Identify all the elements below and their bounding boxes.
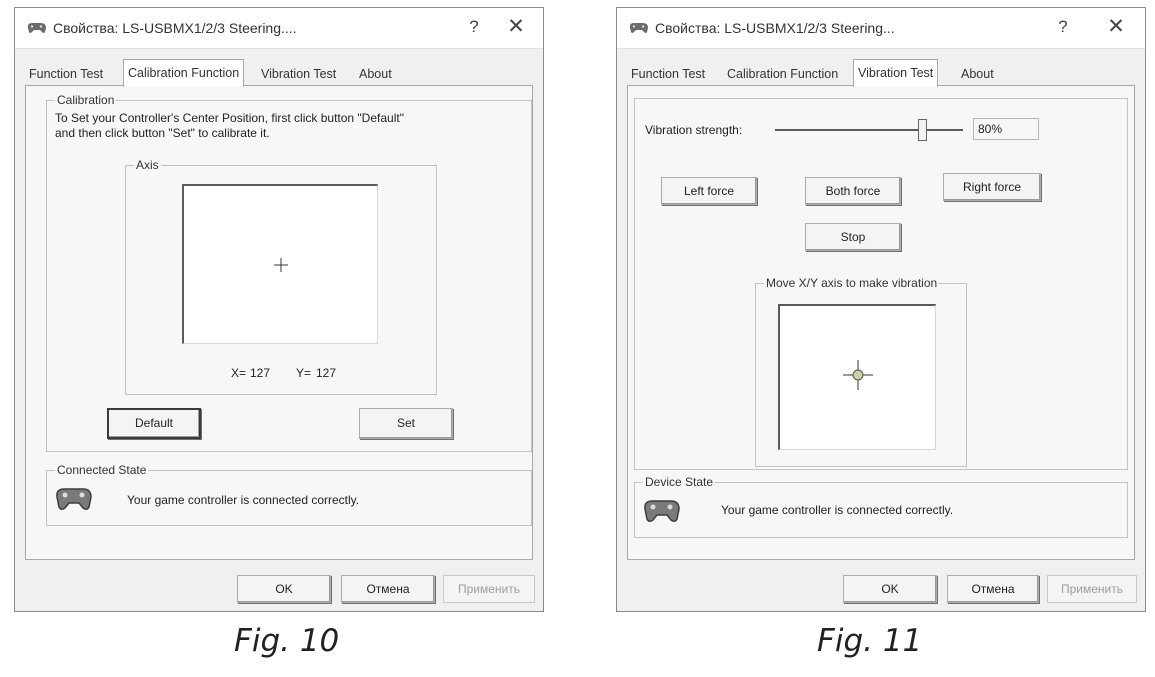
connected-status-text: Your game controller is connected correctly. bbox=[127, 493, 360, 507]
tab-panel bbox=[627, 85, 1135, 560]
tab-about[interactable]: About bbox=[359, 67, 392, 81]
ok-button[interactable]: OK bbox=[843, 575, 937, 603]
vibration-strength-value: 80% bbox=[978, 122, 1003, 136]
close-button[interactable]: ✕ bbox=[507, 15, 525, 38]
gamepad-icon bbox=[53, 483, 95, 515]
vibration-strength-slider[interactable] bbox=[775, 119, 963, 143]
apply-button[interactable]: Применить bbox=[443, 575, 535, 603]
connected-state-label: Connected State bbox=[57, 463, 147, 477]
vibration-strength-label: Vibration strength: bbox=[645, 123, 743, 137]
set-button[interactable]: Set bbox=[359, 408, 453, 439]
axis-group bbox=[125, 158, 437, 395]
axis-display bbox=[778, 304, 936, 450]
stop-button[interactable]: Stop bbox=[805, 223, 901, 251]
ok-button[interactable]: OK bbox=[237, 575, 331, 603]
tab-vibration-test[interactable]: Vibration Test bbox=[261, 67, 337, 81]
gamepad-icon bbox=[641, 495, 683, 527]
left-force-button[interactable]: Left force bbox=[661, 177, 757, 205]
calibration-group bbox=[46, 93, 532, 452]
move-axis-group-label: Move X/Y axis to make vibration bbox=[766, 276, 938, 290]
gamepad-icon bbox=[25, 19, 49, 37]
window-title: Свойства: LS-USBMX1/2/3 Steering.... bbox=[53, 20, 297, 36]
device-state-group bbox=[634, 475, 1128, 538]
calibration-group-label: Calibration bbox=[57, 93, 115, 107]
properties-dialog-vibration bbox=[616, 7, 1146, 612]
default-button[interactable]: Default bbox=[107, 408, 201, 439]
tab-about[interactable]: About bbox=[961, 67, 994, 81]
title-bar bbox=[617, 8, 1145, 49]
vibration-strength-readout bbox=[973, 118, 1039, 140]
y-label: Y= bbox=[296, 366, 312, 380]
both-force-button[interactable]: Both force bbox=[805, 177, 901, 205]
figure-caption-11: Fig. 11 bbox=[817, 623, 923, 659]
window-title: Свойства: LS-USBMX1/2/3 Steering... bbox=[655, 20, 895, 36]
move-axis-group bbox=[755, 276, 967, 467]
y-value: 127 bbox=[316, 366, 337, 380]
crosshair-icon bbox=[841, 358, 875, 392]
instructions-line-1: To Set your Controller's Center Position, first click button "Default" bbox=[55, 111, 404, 125]
cancel-button[interactable]: Отмена bbox=[947, 575, 1039, 603]
instructions-line-2: and then click button "Set" to calibrate it. bbox=[55, 126, 270, 140]
gamepad-icon bbox=[627, 19, 651, 37]
figure-caption-10: Fig. 10 bbox=[234, 623, 340, 659]
axis-display bbox=[182, 184, 378, 344]
apply-button[interactable]: Применить bbox=[1047, 575, 1137, 603]
tab-function-test[interactable]: Function Test bbox=[29, 67, 104, 81]
tab-function-test[interactable]: Function Test bbox=[631, 67, 706, 81]
x-value: 127 bbox=[250, 366, 271, 380]
tab-calibration-function[interactable]: Calibration Function bbox=[727, 67, 839, 81]
tab-vibration-test[interactable]: Vibration Test bbox=[853, 59, 938, 87]
vibration-group bbox=[634, 98, 1128, 470]
slider-track bbox=[775, 129, 963, 131]
help-button[interactable]: ? bbox=[469, 17, 479, 36]
connected-state-group bbox=[46, 463, 532, 526]
device-status-text: Your game controller is connected correctly. bbox=[721, 503, 954, 517]
tab-panel bbox=[25, 85, 533, 560]
crosshair-icon bbox=[273, 257, 289, 273]
axis-group-label: Axis bbox=[136, 158, 159, 172]
help-button[interactable]: ? bbox=[1058, 17, 1068, 36]
cancel-button[interactable]: Отмена bbox=[341, 575, 435, 603]
slider-thumb[interactable] bbox=[918, 119, 927, 141]
close-button[interactable]: ✕ bbox=[1107, 15, 1125, 38]
right-force-button[interactable]: Right force bbox=[943, 173, 1041, 201]
properties-dialog-calibration bbox=[14, 7, 544, 612]
device-state-label: Device State bbox=[645, 475, 714, 489]
x-label: X= bbox=[231, 366, 247, 380]
tab-calibration-function[interactable]: Calibration Function bbox=[123, 59, 244, 87]
title-bar bbox=[15, 8, 543, 49]
